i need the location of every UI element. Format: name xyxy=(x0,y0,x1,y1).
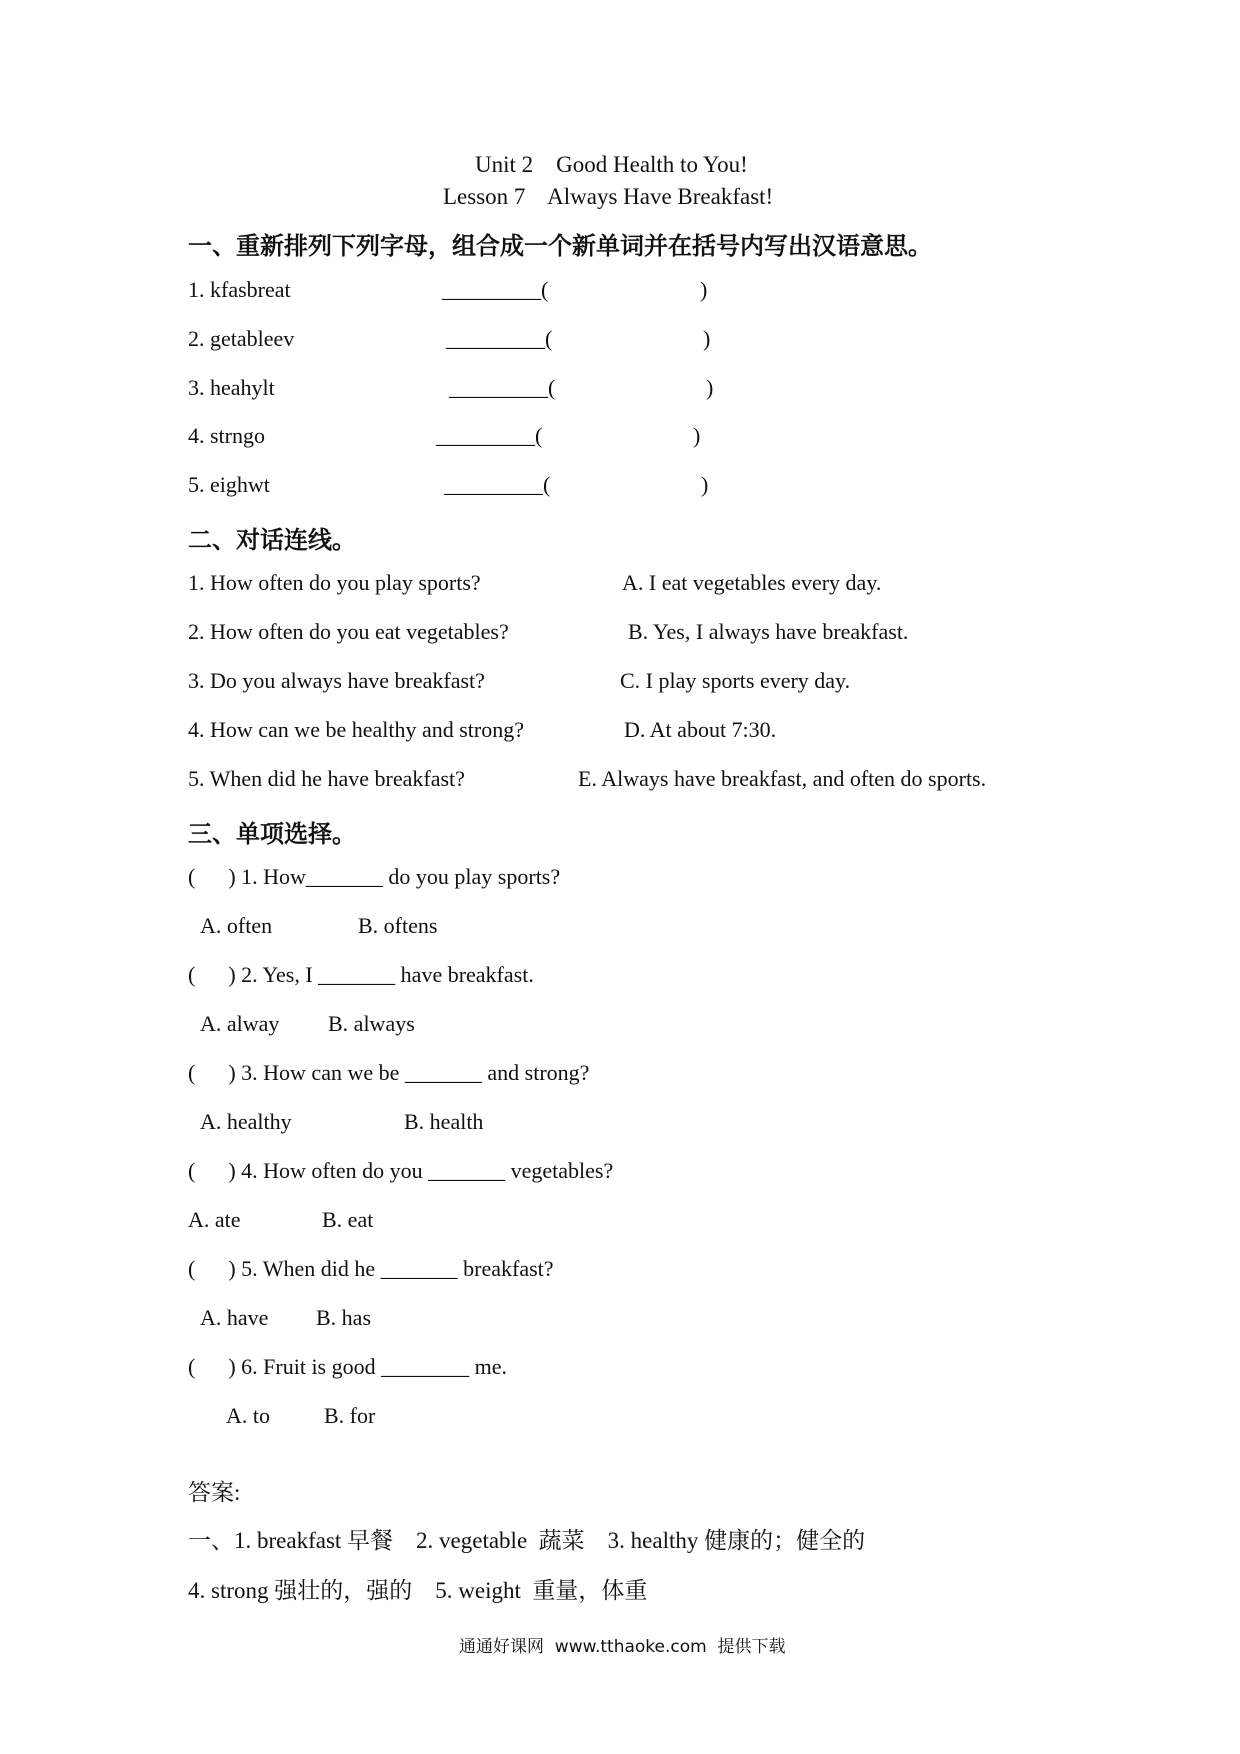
s1-item-close: ) xyxy=(701,472,709,497)
s2-question: 2. How often do you eat vegetables? xyxy=(188,619,509,644)
s3-option-a: A. to xyxy=(226,1403,270,1428)
s1-item-close: ) xyxy=(706,375,714,400)
s2-answer: C. I play sports every day. xyxy=(620,668,851,693)
s1-item-blank: _________( xyxy=(436,423,543,448)
unit-title: Unit 2 Good Health to You! xyxy=(475,152,748,177)
s3-option-a: A. healthy xyxy=(200,1109,292,1134)
s3-question: ( ) 1. How_______ do you play sports? xyxy=(188,864,561,889)
section2-heading: 二、对话连线。 xyxy=(188,526,356,554)
s1-item-word: 2. getableev xyxy=(188,326,295,351)
s2-answer: B. Yes, I always have breakfast. xyxy=(628,619,909,644)
s3-option-b: B. eat xyxy=(322,1207,374,1232)
s2-question: 5. When did he have breakfast? xyxy=(188,766,465,791)
s1-item-blank: _________( xyxy=(442,277,549,302)
s3-option-a: A. have xyxy=(200,1305,269,1330)
s1-item-word: 3. heahylt xyxy=(188,375,275,400)
section1-heading: 一、重新排列下列字母，组合成一个新单词并在括号内写出汉语意思。 xyxy=(188,232,932,260)
s1-item-close: ) xyxy=(700,277,708,302)
answers-line-1: 一、1. breakfast 早餐 2. vegetable 蔬菜 3. healthy 健康的；健全的 xyxy=(188,1528,866,1553)
s3-question: ( ) 4. How often do you _______ vegetables? xyxy=(188,1158,614,1183)
s3-option-b: B. for xyxy=(324,1403,376,1428)
s3-option-b: B. always xyxy=(328,1011,415,1036)
s3-option-b: B. health xyxy=(404,1109,484,1134)
s1-item-close: ) xyxy=(693,423,701,448)
lesson-title: Lesson 7 Always Have Breakfast! xyxy=(443,184,774,209)
s3-question: ( ) 5. When did he _______ breakfast? xyxy=(188,1256,554,1281)
s3-question: ( ) 2. Yes, I _______ have breakfast. xyxy=(188,962,534,987)
s2-question: 3. Do you always have breakfast? xyxy=(188,668,485,693)
s3-question: ( ) 3. How can we be _______ and strong? xyxy=(188,1060,590,1085)
section3-heading: 三、单项选择。 xyxy=(188,820,356,848)
s2-answer: A. I eat vegetables every day. xyxy=(622,570,882,595)
s2-question: 1. How often do you play sports? xyxy=(188,570,481,595)
s3-question: ( ) 6. Fruit is good ________ me. xyxy=(188,1354,507,1379)
s1-item-blank: _________( xyxy=(449,375,556,400)
s1-item-word: 1. kfasbreat xyxy=(188,277,291,302)
footer-credit: 通通好课网 www.tthaoke.com 提供下载 xyxy=(459,1637,786,1657)
answers-label: 答案: xyxy=(188,1480,241,1505)
s2-question: 4. How can we be healthy and strong? xyxy=(188,717,525,742)
s1-item-close: ) xyxy=(703,326,711,351)
s3-option-a: A. alway xyxy=(200,1011,280,1036)
answers-line-2: 4. strong 强壮的，强的 5. weight 重量，体重 xyxy=(188,1578,648,1603)
s1-item-blank: _________( xyxy=(446,326,553,351)
s3-option-b: B. oftens xyxy=(358,913,438,938)
s1-item-blank: _________( xyxy=(444,472,551,497)
s3-option-b: B. has xyxy=(316,1305,371,1330)
s3-option-a: A. often xyxy=(200,913,273,938)
s1-item-word: 4. strngo xyxy=(188,423,265,448)
s3-option-a: A. ate xyxy=(188,1207,241,1232)
s2-answer: E. Always have breakfast, and often do sports. xyxy=(578,766,987,791)
s2-answer: D. At about 7:30. xyxy=(624,717,777,742)
s1-item-word: 5. eighwt xyxy=(188,472,270,497)
